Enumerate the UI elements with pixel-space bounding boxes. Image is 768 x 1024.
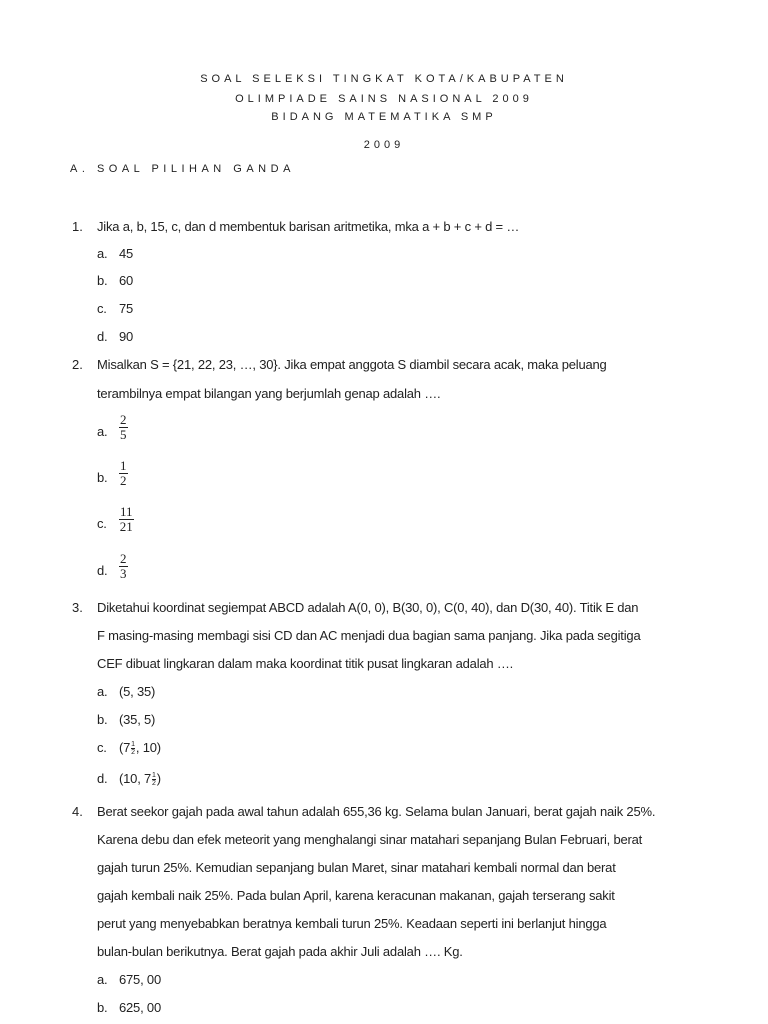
option-text: 45 xyxy=(119,246,134,261)
option-text xyxy=(119,771,161,787)
option-fraction xyxy=(119,459,128,488)
option-text: 625, 00 xyxy=(119,1000,161,1015)
option-label: a. xyxy=(97,972,108,987)
section-heading: A. SOAL PILIHAN GANDA xyxy=(70,163,295,175)
fraction-numerator: 1 xyxy=(152,772,156,780)
option-text: (35, 5) xyxy=(119,712,156,727)
option-fraction xyxy=(119,505,134,534)
fraction-numerator: 1 xyxy=(131,741,135,749)
mixed-number-fraction xyxy=(152,772,156,787)
option-label: d. xyxy=(97,329,108,344)
option-label: b. xyxy=(97,273,108,288)
question-text: gajah kembali naik 25%. Pada bulan April, karena keracunan makanan, gajah terserang sakit xyxy=(97,888,615,903)
option-label: b. xyxy=(97,712,108,727)
question-text: Misalkan S = {21, 22, 23, …, 30}. Jika empat anggota S diambil secara acak, maka peluang xyxy=(97,357,607,372)
question-number: 1. xyxy=(72,219,83,234)
header-title-line1: SOAL SELEKSI TINGKAT KOTA/KABUPATEN xyxy=(200,73,568,85)
question-number: 3. xyxy=(72,600,83,615)
mixed-number-whole: (7 xyxy=(119,740,131,755)
question-text: CEF dibuat lingkaran dalam maka koordinat titik pusat lingkaran adalah …. xyxy=(97,656,514,671)
fraction-numerator: 2 xyxy=(120,412,127,427)
fraction-denominator: 2 xyxy=(120,473,127,488)
question-text: Jika a, b, 15, c, dan d membentuk barisan aritmetika, mka a + b + c + d = … xyxy=(97,219,520,234)
option-label: b. xyxy=(97,470,108,485)
question-text: perut yang menyebabkan beratnya kembali turun 25%. Keadaan seperti ini berlanjut hingga xyxy=(97,916,607,931)
question-text: Karena debu dan efek meteorit yang menghalangi sinar matahari sepanjang Bulan Februari, berat xyxy=(97,832,643,847)
question-text: terambilnya empat bilangan yang berjumlah genap adalah …. xyxy=(97,386,441,401)
fraction-numerator: 2 xyxy=(120,551,127,566)
option-label: c. xyxy=(97,301,107,316)
option-text: 75 xyxy=(119,301,134,316)
mixed-number-rest: ) xyxy=(156,771,161,786)
option-text xyxy=(119,740,161,756)
mixed-number-fraction xyxy=(131,741,135,756)
question-text: gajah turun 25%. Kemudian sepanjang bulan Maret, sinar matahari kembali normal dan berat xyxy=(97,860,616,875)
option-label: c. xyxy=(97,516,107,531)
option-label: d. xyxy=(97,771,108,786)
option-label: b. xyxy=(97,1000,108,1015)
mixed-number-whole: (10, 7 xyxy=(119,771,152,786)
mixed-number-rest: , 10) xyxy=(135,740,161,755)
header-title-line3: BIDANG MATEMATIKA SMP xyxy=(271,111,497,123)
option-fraction xyxy=(119,552,128,581)
question-text: F masing-masing membagi sisi CD dan AC menjadi dua bagian sama panjang. Jika pada segitiga xyxy=(97,628,641,643)
question-text: Berat seekor gajah pada awal tahun adalah 655,36 kg. Selama bulan Januari, berat gajah naik 25%. xyxy=(97,804,656,819)
fraction-denominator: 21 xyxy=(119,519,133,534)
question-number: 2. xyxy=(72,357,83,372)
fraction-denominator: 2 xyxy=(131,749,135,757)
fraction-numerator: 1 xyxy=(120,458,127,473)
fraction-denominator: 2 xyxy=(152,780,156,788)
option-text: 90 xyxy=(119,329,134,344)
option-text: (5, 35) xyxy=(119,684,156,699)
question-text: Diketahui koordinat segiempat ABCD adalah A(0, 0), B(30, 0), C(0, 40), dan D(30, 40). Titik E dan xyxy=(97,600,639,615)
fraction-denominator: 3 xyxy=(120,566,127,581)
question-number: 4. xyxy=(72,804,83,819)
option-label: c. xyxy=(97,740,107,755)
option-label: a. xyxy=(97,684,108,699)
option-text: 60 xyxy=(119,273,134,288)
option-label: a. xyxy=(97,424,108,439)
option-text: 675, 00 xyxy=(119,972,161,987)
option-label: d. xyxy=(97,563,108,578)
option-fraction xyxy=(119,413,128,442)
question-text: bulan-bulan berikutnya. Berat gajah pada akhir Juli adalah …. Kg. xyxy=(97,944,463,959)
fraction-denominator: 5 xyxy=(120,427,127,442)
header-title-line2: OLIMPIADE SAINS NASIONAL 2009 xyxy=(235,93,533,105)
fraction-numerator: 11 xyxy=(120,504,133,519)
header-year: 2009 xyxy=(363,139,405,151)
option-label: a. xyxy=(97,246,108,261)
